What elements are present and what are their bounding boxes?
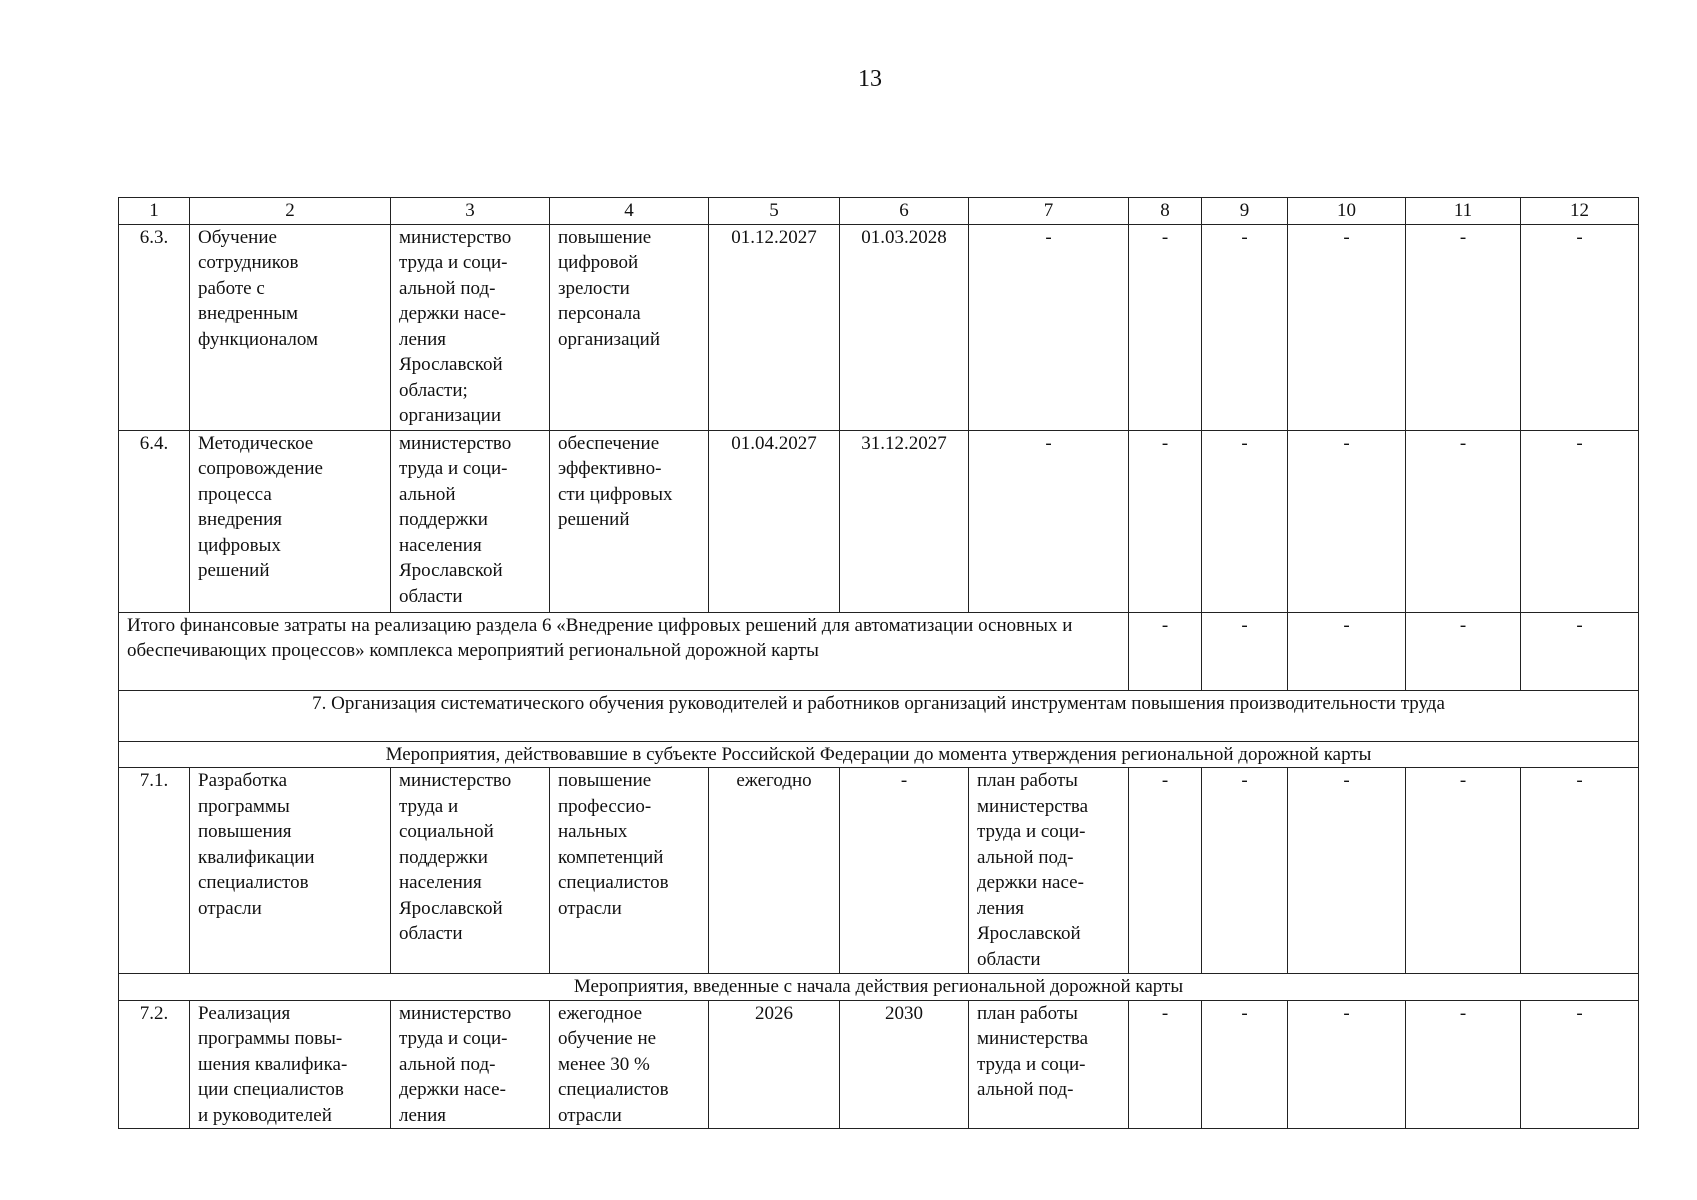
end-date-cell: - xyxy=(840,768,969,974)
value-cell: - xyxy=(1129,1000,1202,1129)
value-cell: - xyxy=(1406,224,1521,430)
value-cell: - xyxy=(1129,612,1202,690)
measure-name-cell: Методическое сопровождение процесса внедрения цифровых решений xyxy=(190,430,391,612)
header-cell: 2 xyxy=(190,198,391,225)
value-cell: - xyxy=(1406,612,1521,690)
subheading: Мероприятия, введенные с начала действия региональной дорожной карты xyxy=(119,974,1639,1001)
header-cell: 1 xyxy=(119,198,190,225)
value-cell: - xyxy=(1521,430,1639,612)
start-date-cell: ежегодно xyxy=(709,768,840,974)
value-cell: - xyxy=(1129,430,1202,612)
result-cell: повышение цифровой зрелости персонала организаций xyxy=(550,224,709,430)
responsible-cell: министерство труда и соци- альной поддержки населения Ярославской области xyxy=(391,430,550,612)
table-row xyxy=(119,768,1639,974)
header-cell: 11 xyxy=(1406,198,1521,225)
value-cell: - xyxy=(1521,612,1639,690)
responsible-cell: министерство труда и социальной поддержки населения Ярославской области xyxy=(391,768,550,974)
column-number-row xyxy=(119,198,1639,225)
end-date-cell: 01.03.2028 xyxy=(840,224,969,430)
document-cell: - xyxy=(969,430,1129,612)
result-cell: обеспечение эффективно- сти цифровых решений xyxy=(550,430,709,612)
subheading-row xyxy=(119,741,1639,768)
document-cell: план работы министерства труда и соци- альной под- держки насе- ления Ярославской области xyxy=(969,768,1129,974)
measure-name-cell: Разработка программы повышения квалификации специалистов отрасли xyxy=(190,768,391,974)
measure-name-cell: Обучение сотрудников работе с внедренным функционалом xyxy=(190,224,391,430)
end-date-cell: 31.12.2027 xyxy=(840,430,969,612)
value-cell: - xyxy=(1406,430,1521,612)
section-heading-row xyxy=(119,690,1639,741)
value-cell: - xyxy=(1521,768,1639,974)
measure-name-cell: Реализация программы повы- шения квалифика- ции специалистов и руководителей xyxy=(190,1000,391,1129)
value-cell: - xyxy=(1202,224,1288,430)
value-cell: - xyxy=(1202,430,1288,612)
subheading: Мероприятия, действовавшие в субъекте Российской Федерации до момента утверждения региональной дорожной карты xyxy=(119,741,1639,768)
header-cell: 12 xyxy=(1521,198,1639,225)
header-cell: 9 xyxy=(1202,198,1288,225)
row-number-cell: 7.2. xyxy=(119,1000,190,1129)
value-cell: - xyxy=(1521,1000,1639,1129)
result-cell: ежегодное обучение не менее 30 % специалистов отрасли xyxy=(550,1000,709,1129)
roadmap-table xyxy=(118,197,1639,1129)
value-cell: - xyxy=(1288,1000,1406,1129)
responsible-cell: министерство труда и соци- альной под- держки насе- ления Ярославской области; организации xyxy=(391,224,550,430)
total-row xyxy=(119,612,1639,690)
result-cell: повышение профессио- нальных компетенций специалистов отрасли xyxy=(550,768,709,974)
value-cell: - xyxy=(1129,224,1202,430)
value-cell: - xyxy=(1288,768,1406,974)
value-cell: - xyxy=(1202,1000,1288,1129)
responsible-cell: министерство труда и соци- альной под- держки насе- ления xyxy=(391,1000,550,1129)
start-date-cell: 2026 xyxy=(709,1000,840,1129)
table-row xyxy=(119,1000,1639,1129)
start-date-cell: 01.04.2027 xyxy=(709,430,840,612)
value-cell: - xyxy=(1521,224,1639,430)
value-cell: - xyxy=(1202,768,1288,974)
value-cell: - xyxy=(1202,612,1288,690)
header-cell: 6 xyxy=(840,198,969,225)
header-cell: 10 xyxy=(1288,198,1406,225)
section-heading: 7. Организация систематического обучения руководителей и работников организаций инструментам повышения производительности труда xyxy=(119,690,1639,741)
end-date-cell: 2030 xyxy=(840,1000,969,1129)
document-cell: - xyxy=(969,224,1129,430)
value-cell: - xyxy=(1288,224,1406,430)
row-number-cell: 6.4. xyxy=(119,430,190,612)
table-row xyxy=(119,224,1639,430)
value-cell: - xyxy=(1406,768,1521,974)
total-label-cell: Итого финансовые затраты на реализацию раздела 6 «Внедрение цифровых решений для автоматизации основных и обеспечивающих процессов» комплекса мероприятий региональной дорожной карты xyxy=(119,612,1129,690)
row-number-cell: 6.3. xyxy=(119,224,190,430)
page-number: 13 xyxy=(858,66,882,92)
value-cell: - xyxy=(1129,768,1202,974)
table-row xyxy=(119,430,1639,612)
value-cell: - xyxy=(1288,612,1406,690)
row-number-cell: 7.1. xyxy=(119,768,190,974)
header-cell: 8 xyxy=(1129,198,1202,225)
header-cell: 5 xyxy=(709,198,840,225)
header-cell: 7 xyxy=(969,198,1129,225)
start-date-cell: 01.12.2027 xyxy=(709,224,840,430)
subheading-row xyxy=(119,974,1639,1001)
document-cell: план работы министерства труда и соци- альной под- xyxy=(969,1000,1129,1129)
value-cell: - xyxy=(1406,1000,1521,1129)
header-cell: 4 xyxy=(550,198,709,225)
header-cell: 3 xyxy=(391,198,550,225)
value-cell: - xyxy=(1288,430,1406,612)
